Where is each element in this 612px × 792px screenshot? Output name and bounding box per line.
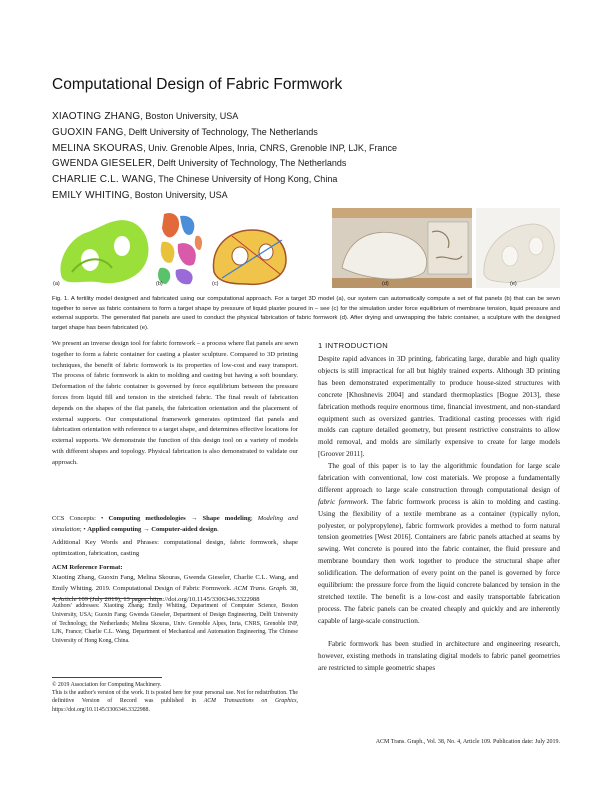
author-affiliation: , Univ. Grenoble Alpes, Inria, CNRS, Grenoble INP, LJK, France — [143, 142, 397, 153]
reference-journal: ACM Trans. Graph. — [233, 584, 288, 592]
copyright-notice — [52, 681, 298, 714]
panel-d-fabrication-photo — [332, 208, 472, 288]
ccs-concept: Computing methodologies → Shape modeling — [108, 515, 251, 522]
ccs-concept: Modeling and simulation — [52, 515, 299, 533]
author-name: CHARLIE C.L. WANG — [52, 174, 154, 186]
intro-paragraph: Despite rapid advances in 3D printing, fabricating large, durable and high quality objects is still impractical for all but highly trained experts. Although 3D printing has been demonstrated experimentally to produce house-sized structures with concrete [Khoshnevis 2004] and standard thermoplastics [Bogue 2013], these fabrication methods require enormous time, financial investment, and non-standard equipment such as oversized gantries. Traditional casting processes with rigid molds can capture detailed geometry, but present restrictive constraints to allow mold removal, and molds are similarly expensive to create for large models [Groover 2011]. — [318, 355, 560, 459]
author-line — [52, 141, 572, 157]
panel-label-b: (b) — [156, 281, 163, 287]
ccs-concept: Applied computing → Computer-aided design — [87, 525, 218, 533]
author-affiliation: , Boston University, USA — [129, 189, 228, 200]
author-line — [52, 156, 572, 172]
copyright-text: This is the author's version of the work. It is posted here for your personal use. Not for redistribution. The definitive Version of Record was published in — [52, 690, 298, 705]
author-affiliation: , Delft University of Technology, The Netherlands — [152, 158, 347, 169]
footnote-rule — [52, 598, 162, 599]
teaser-figure — [52, 208, 560, 288]
ccs-separator: ; • — [79, 525, 88, 533]
author-name: GWENDA GIESELER — [52, 158, 153, 170]
author-list — [52, 109, 572, 204]
reference-format — [52, 573, 298, 605]
section-heading: 1 INTRODUCTION — [318, 341, 389, 350]
author-name: MELINA SKOURAS — [52, 142, 144, 154]
author-addresses: Authors' addresses: Xiaoting Zhang; Emily Whiting, Department of Computer Science, Boston University, USA; Guoxin Fang; Gwenda Gieseler, Department of Design Engineering, Delft University of Technology, the Netherlands; Melina Skouras, Univ. Grenoble Alpes, Inria, CNRS, Grenoble INP, LJK, France; Charlie C.L. Wang, Department of Mechanical and Automation Engineering, The Chinese University of Hong Kong, China. — [52, 603, 298, 645]
author-line — [52, 109, 572, 125]
reference-text: 38, 4, Article 109 (July 2019), 13 pages. https://doi.org/10.1145/3306346.3322988 — [52, 584, 298, 603]
panel-label-e: (e) — [510, 281, 517, 287]
page-footer: ACM Trans. Graph., Vol. 38, No. 4, Article 109. Publication date: July 2019. — [375, 739, 560, 745]
copyright-text: , https://doi.org/10.1145/3306346.3322988. — [52, 698, 298, 713]
ccs-end: . — [217, 525, 219, 533]
author-line — [52, 172, 572, 188]
abstract: We present an inverse design tool for fabric formwork – a process where flat panels are sewn together to form a fabric container for casting a plaster sculpture. Compared to 3D printing techniques, the benefit of fabric formwork is its properties of low-cost and easy transport. The process of fabric formwork is akin to molding and casting but having a soft boundary. Deformation of the fabric container is governed by force equilibrium between the pressure forces from liquid fill and tension in the stretched fabric. The final result of fabrication depends on the shapes of the flat panels, the fabrication orientation and the placement of external supports. Our computational framework generates optimized flat panels and fabrication orientation with reference to a target shape, and determines effective locations for external supports. We demonstrate the function of this design tool on a variety of models with different shapes and topology. Physical fabrication is also demonstrated to validate our approach. — [52, 340, 298, 466]
ccs-prefix: CCS Concepts: • — [52, 515, 109, 522]
emphasis-text: fabric formwork — [318, 497, 367, 506]
author-affiliation: , Boston University, USA — [140, 111, 239, 121]
reference-format-heading: ACM Reference Format: — [52, 564, 123, 571]
panel-a-green-model — [53, 220, 148, 287]
copyright-line: © 2019 Association for Computing Machinery. — [52, 682, 162, 688]
author-name: EMILY WHITING — [52, 189, 130, 201]
author-name: GUOXIN FANG — [52, 126, 124, 138]
panel-label-c: (c) — [212, 281, 219, 287]
paper-title: Computational Design of Fabric Formwork — [52, 76, 343, 93]
panel-e-final-sculpture — [476, 208, 560, 288]
panel-c-simulation — [212, 230, 286, 287]
intro-paragraph — [318, 461, 560, 628]
author-affiliation: , The Chinese University of Hong Kong, China — [153, 174, 338, 185]
intro-paragraph: Fabric formwork has been studied in architecture and engineering research, however, existing methods in translating digital models to fabric panel geometries are restricted to simple geometric shapes — [318, 640, 560, 672]
figure-caption: Fig. 1. A fertility model designed and fabricated using our computational approach. For a target 3D model (a), our system can automatically compute a set of flat panels (b) that can be sewn together to serve as fabric containers to form a target shape by pressure of liquid plaster poured in – see (c) for the simulation under force equilibrium of membrane tension, liquid pressure and external supports. The generated flat panels are used to conduct the physical fabrication of fabric formwork (d). After drying and unwrapping the fabric container, a sculpture with the designed target shape has been fabricated (e). — [52, 296, 560, 331]
panel-label-a: (a) — [53, 281, 60, 287]
panel-b-flat-pattern — [156, 213, 202, 287]
copyright-journal: ACM Transactions on Graphics — [203, 698, 297, 705]
ccs-separator: ; — [250, 515, 258, 522]
paragraph-text: The goal of this paper is to lay the algorithmic foundation for large scale fabrication with conventional, low cost materials. We propose a fundamentally different approach to large scale construction through computational design of — [318, 462, 560, 494]
author-line — [52, 188, 572, 204]
author-name: XIAOTING ZHANG — [52, 111, 141, 122]
reference-text: Xiaoting Zhang, Guoxin Fang, Melina Skouras, Gwenda Gieseler, Charlie C.L. Wang, and Emily Whiting. 2019. Computational Design of Fabric Formwork. — [52, 574, 298, 592]
copyright-rule — [52, 677, 162, 678]
author-affiliation: , Delft University of Technology, The Netherlands — [123, 126, 318, 137]
ccs-concepts — [52, 514, 298, 536]
keywords: Additional Key Words and Phrases: computational design, fabric formwork, shape optimization, fabrication, casting — [52, 539, 298, 557]
panel-label-d: (d) — [382, 281, 389, 287]
author-line — [52, 125, 572, 141]
paragraph-text: . The fabric formwork process is akin to molding and casting. Using the flexibility of a textile membrane as a container (typically nylon, polyester, or polypropylene), fabric formwork provides a method to form natural tension geometries [West 2016]. Containers are fabric panels attached at seams by sewing. Wet concrete is poured into the fabric container, the fluid pressure and membrane boundary then work together to produce the structural shape after solidification. The deformation of every point on the panel is governed by force equilibrium: the pressure force from the liquid concrete balanced by tension in the stretched textile. The benefit is a low-cost and easily transportable fabrication process. The fabric panels can be created cheaply and quickly and are inherently capable of large-scale construction. — [318, 497, 561, 625]
